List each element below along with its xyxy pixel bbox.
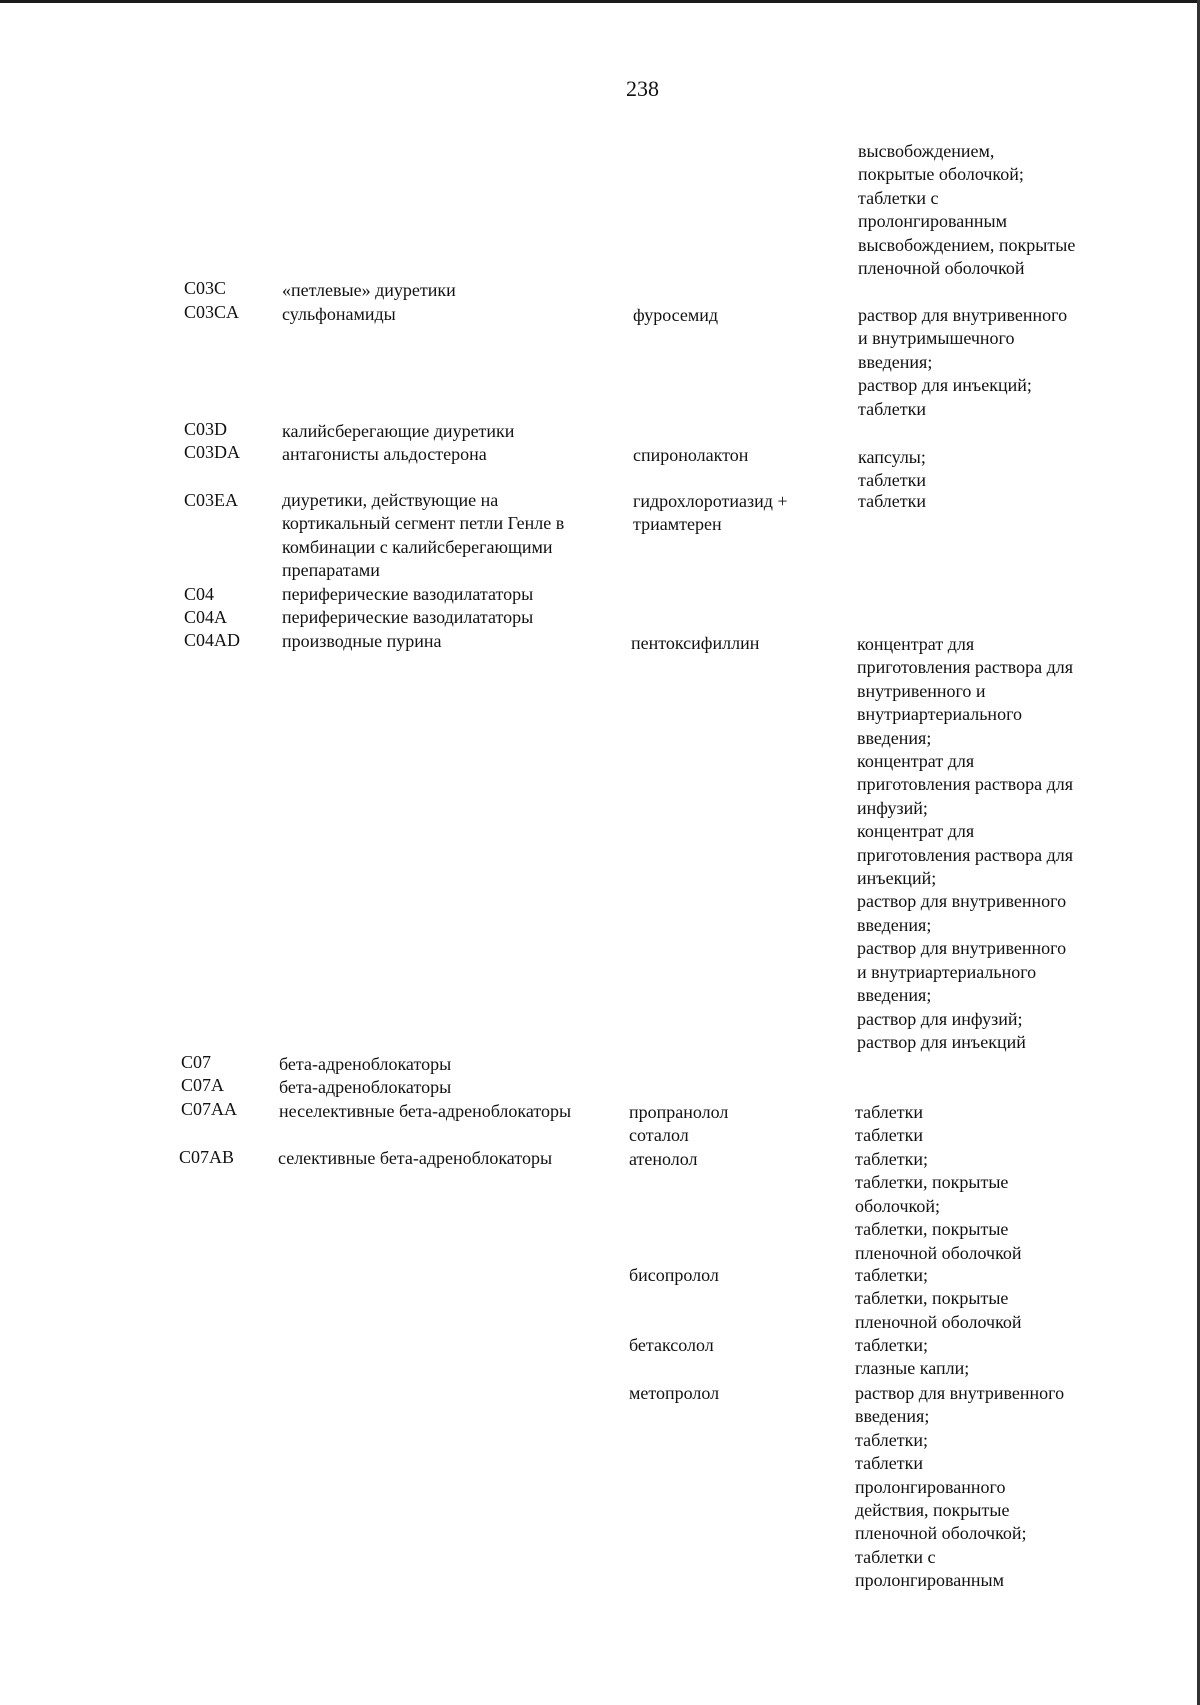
form-cell: капсулы; таблетки (858, 447, 927, 491)
group-name: периферические вазодилататоры (282, 584, 534, 604)
form-cell: таблетки (855, 1102, 924, 1122)
form-cell: таблетки (855, 1125, 924, 1145)
group-name: диуретики, действующие на кортикальный сегмент петли Генле в комбинации с калийсберегающими препаратами (282, 490, 565, 581)
drug-name: пропранолол (629, 1102, 729, 1122)
group-name: калийсберегающие диуретики (282, 421, 515, 441)
group-name: сульфонамиды (282, 304, 396, 324)
group-name: бета-адреноблокаторы (279, 1077, 452, 1097)
form-cell: раствор для внутривенного введения; таблетки; таблетки пролонгированного действия, покрытые пленочной оболочкой; таблетки с пролонгированным (855, 1383, 1065, 1591)
drug-name: соталол (629, 1125, 689, 1145)
group-name: бета-адреноблокаторы (279, 1054, 452, 1074)
form-cell: концентрат для приготовления раствора для внутривенного и внутриартериального введения; концентрат для приготовления раствора для инфузий; концентрат для приготовления раствора для инъекций; раствор для внутривенного введения; раствор для внутривенного и внутриартериального введения; раствор для инфузий; раствор для инъекций (857, 634, 1073, 1052)
atc-code: C03CA (184, 302, 240, 322)
atc-code: C07AA (181, 1099, 238, 1119)
drug-name: гидрохлоротиазид + триамтерен (633, 491, 788, 535)
group-name: периферические вазодилататоры (282, 607, 534, 627)
drug-name: фуросемид (633, 305, 719, 325)
atc-code: C07 (181, 1052, 212, 1072)
scan-edge-top (0, 0, 1200, 3)
group-name: производные пурина (282, 631, 442, 651)
group-name: «петлевые» диуретики (282, 280, 456, 300)
form-cell: раствор для внутривенного и внутримышечного введения; раствор для инъекций; таблетки (858, 305, 1068, 419)
form-cell: таблетки; глазные капли; (855, 1335, 970, 1379)
atc-code: C04 (184, 584, 215, 604)
atc-code: C03DA (184, 442, 241, 462)
atc-code: C04AD (184, 630, 241, 650)
group-name: антагонисты альдостерона (282, 444, 487, 464)
form-cell: таблетки; таблетки, покрытые пленочной оболочкой (855, 1265, 1022, 1332)
page-number: 238 (626, 76, 659, 101)
atc-code: C04A (184, 607, 228, 627)
form-cell: высвобождением, покрытые оболочкой; таблетки с пролонгированным высвобождением, покрытые пленочной оболочкой (858, 141, 1076, 279)
form-cell: таблетки (858, 491, 927, 511)
form-cell: таблетки; таблетки, покрытые оболочкой; таблетки, покрытые пленочной оболочкой (855, 1149, 1022, 1263)
group-name: селективные бета-адреноблокаторы (278, 1148, 553, 1168)
atc-code: C07A (181, 1075, 225, 1095)
atc-code: C03C (184, 278, 227, 298)
drug-name: бетаксолол (629, 1335, 714, 1355)
drug-name: пентоксифиллин (631, 633, 760, 653)
drug-name: метопролол (629, 1383, 720, 1403)
atc-code: C03D (184, 419, 228, 439)
drug-name: атенолол (629, 1149, 698, 1169)
group-name: неселективные бета-адреноблокаторы (279, 1101, 572, 1121)
atc-code: C03EA (184, 490, 238, 510)
atc-code: C07AB (179, 1147, 235, 1167)
drug-name: бисопролол (629, 1265, 719, 1285)
drug-name: спиронолактон (633, 445, 749, 465)
